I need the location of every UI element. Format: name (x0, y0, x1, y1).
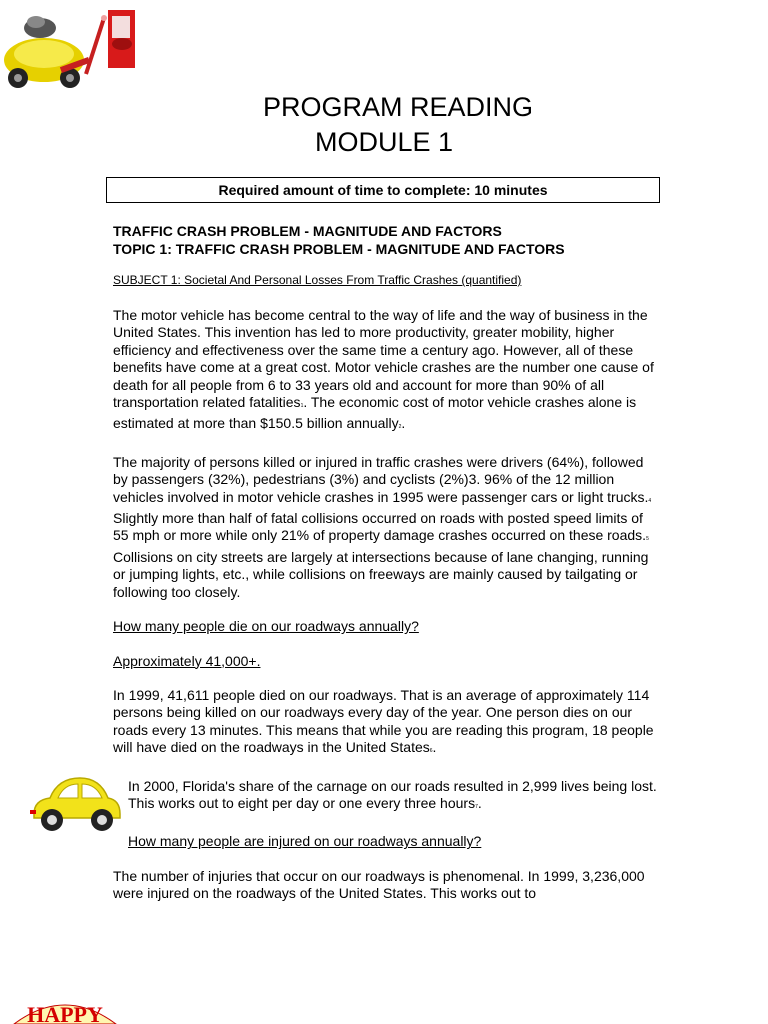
happy-logo-text: HAPPY (27, 1002, 103, 1024)
time-required-box (106, 177, 660, 203)
page-title-line1: PROGRAM READING (262, 92, 534, 122)
footnote-ref: 1 (300, 403, 304, 410)
footnote-ref: 6 (429, 748, 433, 755)
footnote-ref: 5 (646, 536, 649, 543)
document-content (113, 222, 658, 903)
page-title-line2: MODULE 1 (314, 127, 454, 157)
paragraph-4-text-b: . (477, 794, 482, 811)
paragraph-1 (113, 307, 658, 437)
paragraph-3-text-a: In 1999, 41,611 people died on our roadways. That is an average of approximately 114 persons being killed on our roadways every day of the year. One person dies on our roads every 13 minutes. This means that while you are reading this program, 18 people will have died on the roadways in the United States (113, 686, 654, 756)
paragraph-1-text-b: . The economic cost of motor vehicle crashes alone is estimated at more than $150.5 billion annually (113, 394, 637, 432)
footnote-ref: 7 (475, 803, 478, 810)
paragraph-2-text-b: Slightly more than half of fatal collisions occurred on roads with posted speed limits of 55 mph or more while only 21% of property damage crashes occurred on these roads. (113, 510, 647, 544)
question-deaths: How many people die on our roadways annually? (113, 618, 419, 635)
paragraph-3-text-b: . (432, 739, 437, 756)
answer-deaths: Approximately 41,000+. (113, 652, 261, 669)
cartoon-car-logo-icon (0, 4, 140, 94)
yellow-car-icon (28, 770, 124, 836)
paragraph-2 (113, 454, 658, 601)
paragraph-2-text-c: Collisions on city streets are largely at intersections because of lane changing, running or jumping lights, etc., while collisions on freeways are mainly caused by tailgating or following too closely. (113, 548, 649, 600)
footnote-ref: 2 (398, 424, 402, 431)
paragraph-4 (128, 778, 658, 817)
happy-logo-icon (10, 992, 120, 1024)
paragraph-3 (113, 687, 658, 761)
paragraph-1-text-c: . (401, 415, 406, 432)
question-injuries: How many people are injured on our roadways annually? (128, 833, 482, 850)
paragraph-4-text-a: In 2000, Florida's share of the carnage on our roads resulted in 2,999 lives being lost. This works out to eight per day or one every three hours (128, 777, 657, 811)
paragraph-1-text-a: The motor vehicle has become central to the way of life and the way of business in the United States. This invention has led to more productivity, greater mobility, higher efficiency and effectiveness over the same time a century ago. However, all of these benefits have come at a great cost. Motor vehicle crashes are the number one cause of death for all people from 6 to 33 years old and account for more than 90% of all transportation related fatalities (113, 307, 654, 411)
footnote-ref: 4 (648, 497, 652, 504)
subject-heading: SUBJECT 1: Societal And Personal Losses From Traffic Crashes (quantified) (113, 273, 522, 287)
topic-heading: TOPIC 1: TRAFFIC CRASH PROBLEM - MAGNITUDE AND FACTORS (113, 241, 565, 257)
section-heading: TRAFFIC CRASH PROBLEM - MAGNITUDE AND FACTORS (113, 223, 502, 239)
paragraph-2-text-a: The majority of persons killed or injured in traffic crashes were drivers (64%), followed by passengers (32%), pedestrians (3%) and cyclists (2%)3. 96% of the 12 million vehicles involved in motor vehicle crashes in 1995 were passenger cars or light trucks. (113, 453, 649, 505)
paragraph-5: The number of injuries that occur on our roadways is phenomenal. In 1999, 3,236,000 were injured on the roadways of the United States. This works out to (113, 867, 645, 902)
time-required-text: Required amount of time to complete: 10 minutes (218, 182, 548, 198)
